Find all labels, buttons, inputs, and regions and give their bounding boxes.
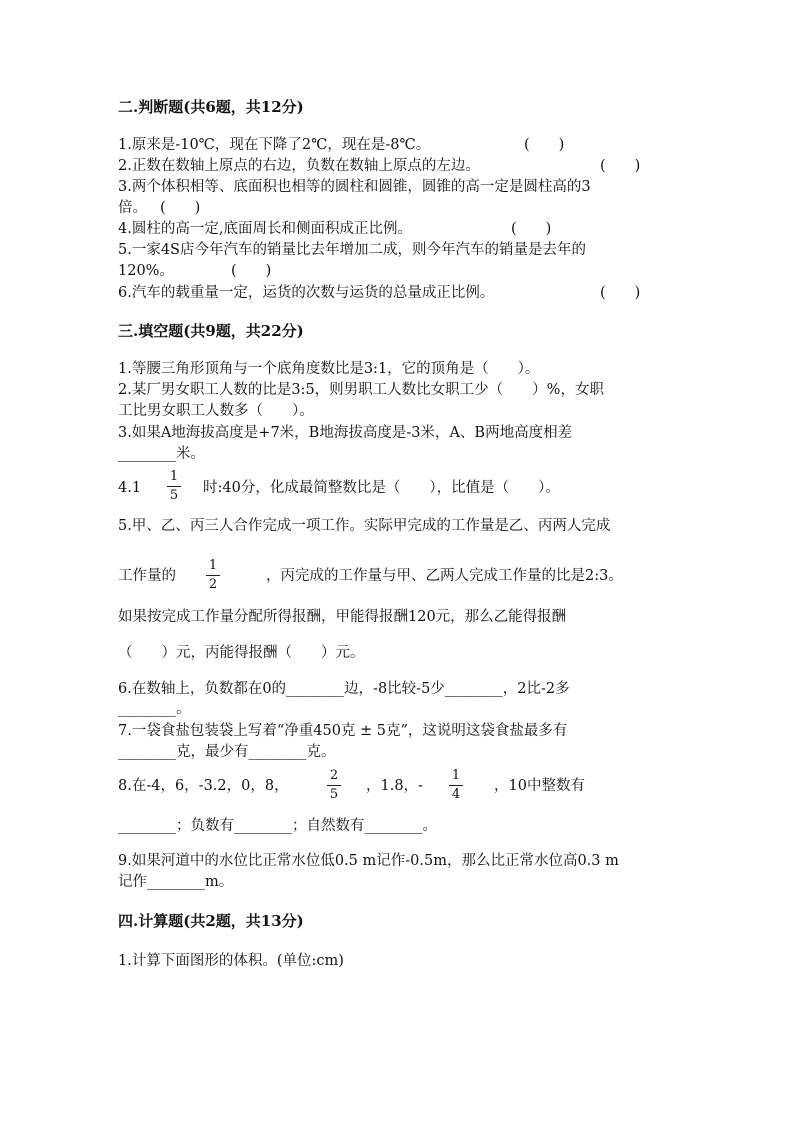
fraction-numerator: 2 bbox=[329, 768, 339, 783]
section2-header: 二.判断题(共6题，共12分) bbox=[118, 98, 304, 116]
fill-question-5-line2-suffix: ，丙完成的工作量与甲、乙两人完成工作量的比是2:3。 bbox=[266, 568, 623, 584]
fill-question-8-suffix: ，10中整数有 bbox=[494, 778, 585, 794]
fill-question-9-line2: 记作________m。 bbox=[118, 874, 234, 890]
fill-question-6-line2: ________。 bbox=[118, 701, 191, 717]
judge-question-3-line2: 倍。 bbox=[118, 200, 147, 216]
judge-question-2: 2.正数在数轴上原点的右边，负数在数轴上原点的左边。 bbox=[118, 158, 480, 174]
judge-question-4: 4.圆柱的高一定,底面周长和侧面积成正比例。 bbox=[118, 221, 412, 237]
fraction-bar bbox=[167, 486, 181, 487]
judge-question-5-line1: 5.一家4S店今年汽车的销量比去年增加二成，则今年汽车的销量是去年的 bbox=[118, 242, 586, 258]
fill-question-5-line3: 如果按完成工作量分配所得报酬，甲能得报酬120元，那么乙能得报酬 bbox=[118, 609, 567, 625]
fill-question-3-line2: ________米。 bbox=[118, 446, 205, 462]
fill-question-7-line2: ________克，最少有________克。 bbox=[118, 744, 336, 760]
fraction-numerator: 1 bbox=[451, 768, 461, 783]
fill-question-9-line1: 9.如果河道中的水位比正常水位低0.5 m记作-0.5m，那么比正常水位高0.3 m bbox=[118, 853, 619, 869]
fill-question-2-line1: 2.某厂男女职工人数的比是3:5，则男职工人数比女职工少（ ）%，女职 bbox=[118, 382, 604, 398]
fraction-two-fifths bbox=[327, 769, 341, 802]
fraction-one-fifth bbox=[167, 470, 181, 503]
fraction-denominator: 2 bbox=[208, 577, 218, 592]
fill-question-8-prefix: 8.在-4，6，-3.2，0，8， bbox=[118, 778, 289, 794]
fraction-denominator: 5 bbox=[329, 787, 339, 802]
fill-question-1: 1.等腰三角形顶角与一个底角度数比是3:1，它的顶角是（ ）。 bbox=[118, 361, 540, 377]
fill-question-2-line2: 工比男女职工人数多（ ）。 bbox=[118, 403, 314, 419]
fraction-numerator: 1 bbox=[169, 469, 179, 484]
fill-question-8-line2: ________；负数有________；自然数有________。 bbox=[118, 818, 437, 834]
fraction-bar bbox=[206, 575, 220, 576]
fill-question-4-prefix: 4.1 bbox=[118, 480, 142, 496]
calc-question-1: 1.计算下面图形的体积。(单位:cm) bbox=[118, 953, 344, 969]
answer-paren-1[interactable]: ( ) bbox=[524, 137, 565, 153]
fill-question-5-line2-prefix: 工作量的 bbox=[118, 568, 176, 584]
fill-question-5-line1: 5.甲、乙、丙三人合作完成一项工作。实际甲完成的工作量是乙、丙两人完成 bbox=[118, 518, 611, 534]
fill-question-4-suffix: 时:40分，化成最简整数比是（ ），比值是（ ）。 bbox=[203, 480, 560, 496]
judge-question-3-line1: 3.两个体积相等、底面积也相等的圆柱和圆锥，圆锥的高一定是圆柱高的3 bbox=[118, 179, 591, 195]
answer-paren-2[interactable]: ( ) bbox=[600, 158, 641, 174]
judge-question-6: 6.汽车的载重量一定，运货的次数与运货的总量成正比例。 bbox=[118, 285, 495, 301]
section4-header: 四.计算题(共2题，共13分) bbox=[118, 912, 304, 930]
fill-question-6-line1: 6.在数轴上，负数都在0的________边，-8比较-5少________，2比-2多 bbox=[118, 681, 570, 697]
fraction-denominator: 5 bbox=[169, 488, 179, 503]
section3-header: 三.填空题(共9题，共22分) bbox=[118, 322, 304, 340]
fill-question-7-line1: 7.一袋食盐包装袋上写着“净重450克 ± 5克”，这说明这袋食盐最多有 bbox=[118, 723, 568, 739]
fill-question-5-line4: （ ）元，丙能得报酬（ ）元。 bbox=[118, 645, 365, 661]
fraction-one-quarter bbox=[449, 769, 463, 802]
fraction-numerator: 1 bbox=[208, 558, 218, 573]
judge-question-1: 1.原来是-10℃，现在下降了2℃，现在是-8℃。 bbox=[118, 137, 431, 153]
fraction-denominator: 4 bbox=[451, 787, 461, 802]
answer-paren-4[interactable]: ( ) bbox=[511, 221, 552, 237]
fraction-one-half bbox=[206, 559, 220, 592]
judge-question-5-line2: 120%。 bbox=[118, 263, 174, 279]
fraction-bar bbox=[449, 785, 463, 786]
answer-paren-6[interactable]: ( ) bbox=[600, 285, 641, 301]
fill-question-8-middle: ，1.8，- bbox=[366, 778, 423, 794]
answer-paren-5[interactable]: ( ) bbox=[231, 263, 272, 279]
fraction-bar bbox=[327, 785, 341, 786]
answer-paren-3[interactable]: ( ) bbox=[160, 200, 201, 216]
fill-question-3-line1: 3.如果A地海拔高度是+7米，B地海拔高度是-3米，A、B两地高度相差 bbox=[118, 425, 573, 441]
